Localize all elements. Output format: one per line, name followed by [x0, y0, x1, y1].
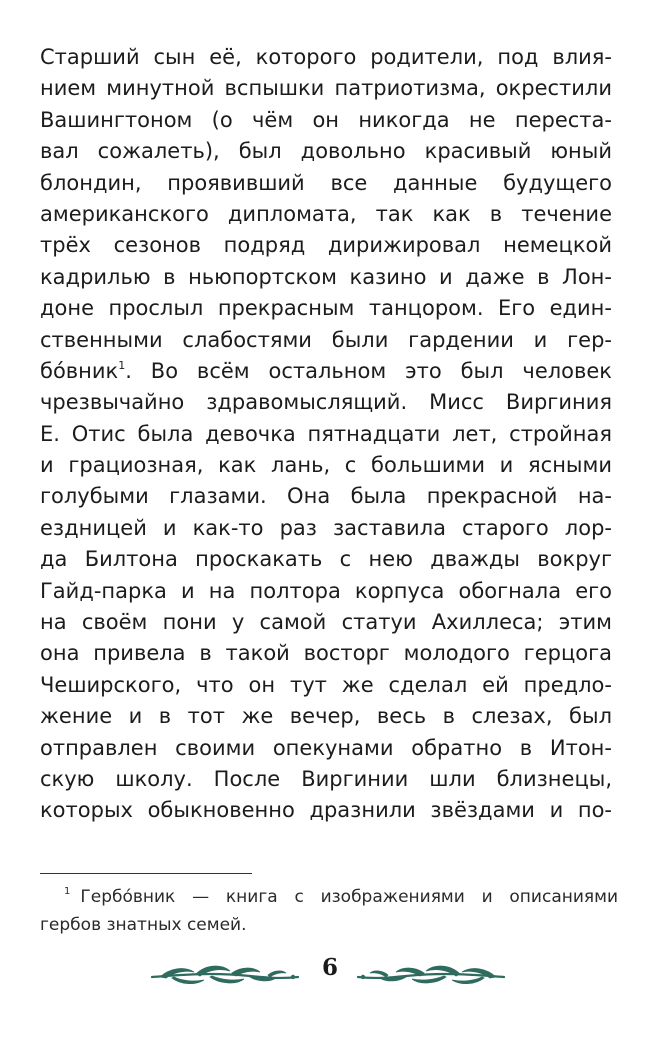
text-line: чрезвычайно здравомыслящий. Мисс Виргиния [40, 390, 612, 415]
page-footer [0, 950, 659, 1000]
text-line: кадрилью в ньюпортском казино и даже в Лон- [40, 264, 612, 289]
text-line: и грациозная, как лань, с большими и ясными [40, 453, 612, 478]
footnote-reference[interactable]: 1 [118, 358, 126, 372]
footnote-marker: 1 [64, 886, 71, 897]
text-line: ездницей и как-то раз заставила старого лор- [40, 515, 612, 540]
text-line: ственными слабостями были гардении и гер- [40, 327, 612, 352]
text-line: отправлен своими опекунами обратно в Итон- [40, 735, 612, 760]
text-fragment: бо́вник [40, 358, 119, 383]
footnote-separator [40, 873, 252, 874]
text-line-with-footnote [40, 356, 612, 387]
left-flourish-icon [150, 960, 300, 990]
text-line: американского дипломата, так как в течение [40, 201, 612, 226]
text-line: голубыми глазами. Она была прекрасной на- [40, 484, 612, 509]
page-number: 6 [321, 954, 338, 981]
text-line: скую школу. После Виргинии шли близнецы, [40, 766, 612, 791]
text-line: доне прослыл прекрасным танцором. Его един- [40, 296, 612, 321]
text-line: Е. Отис была девочка пятнадцати лет, стройная [40, 421, 612, 446]
right-flourish-icon [356, 960, 506, 990]
text-line: на своём пони у самой статуи Ахиллеса; этим [40, 610, 612, 635]
text-line: блондин, проявивший все данные будущего [40, 170, 612, 195]
footnote-line [40, 883, 618, 911]
main-text [40, 42, 612, 827]
text-fragment: . Во всём остальном это был человек [125, 358, 612, 383]
text-line: Чеширского, что он тут же сделал ей предло- [40, 672, 612, 697]
text-line: она привела в такой восторг молодого герцога [40, 641, 612, 666]
text-line: Вашингтоном (о чём он никогда не переста- [40, 107, 612, 132]
text-line: которых обыкновенно дразнили звёздами и по- [40, 798, 612, 823]
text-line: да Билтона проскакать с нею дважды вокруг [40, 547, 612, 572]
text-line: нием минутной вспышки патриотизма, окрестили [40, 76, 612, 101]
text-line: вал сожалеть), был довольно красивый юный [40, 139, 612, 164]
footnote-text: Гербо́вник — книга с изображениями и описаниями [80, 887, 618, 907]
footnote [40, 883, 618, 939]
text-line: трёх сезонов подряд дирижировал немецкой [40, 233, 612, 258]
footnote-line: гербов знатных семей. [40, 915, 247, 935]
text-line: Старший сын её, которого родители, под влия- [40, 45, 612, 69]
text-line: Гайд-парка и на полтора корпуса обогнала его [40, 578, 612, 603]
text-line: жение и в тот же вечер, весь в слезах, был [40, 704, 612, 729]
